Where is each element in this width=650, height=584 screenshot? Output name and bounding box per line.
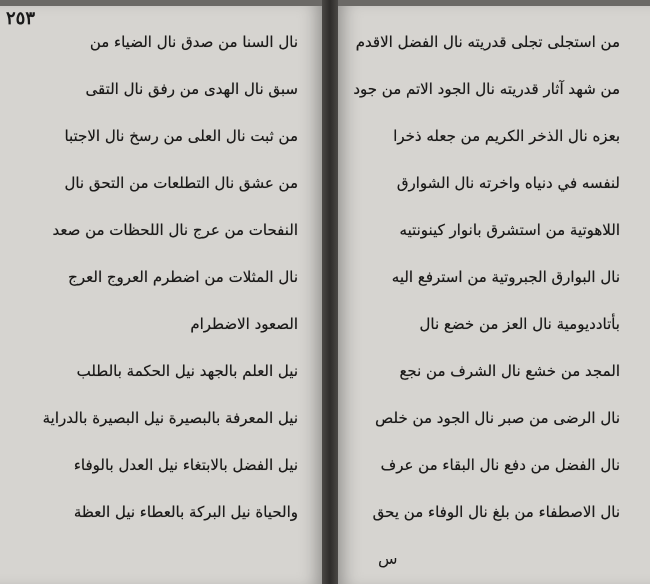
right-line-3: بعزه نال الذخر الكريم من جعله ذخرا — [393, 127, 620, 145]
left-line-5: النفحات من عرج نال اللحظات من صعد — [52, 221, 298, 239]
book-gutter — [322, 0, 338, 584]
right-line-9: نال الرضى من صبر نال الجود من خلص — [375, 409, 620, 427]
page-number: ٢٥٣ — [6, 8, 36, 29]
right-line-6: نال البوارق الجبروتية من استرفع اليه — [391, 268, 620, 286]
left-line-11: والحياة نيل البركة بالعطاء نيل العظة — [73, 503, 298, 521]
left-line-2: سبق نال الهدى من رفق نال التقى — [85, 80, 298, 98]
right-line-10: نال الفضل من دفع نال البقاء من عرف — [380, 456, 620, 474]
right-page-text — [338, 26, 650, 584]
right-line-7: بأتادديومية نال العز من خضع نال — [419, 315, 620, 333]
left-line-9: نيل المعرفة بالبصيرة نيل البصيرة بالدراية — [42, 409, 298, 427]
left-line-10: نيل الفضل بالابتغاء نيل العدل بالوفاء — [73, 456, 298, 474]
left-line-7: الصعود الاضطرام — [190, 315, 298, 333]
signature-mark: س — [378, 549, 398, 568]
right-line-8: المجد من خشع نال الشرف من نجع — [399, 362, 620, 380]
left-page — [0, 6, 322, 584]
right-page — [338, 6, 650, 584]
left-line-6: نال المثلات من اضطرم العروج العرج — [68, 268, 298, 286]
left-line-3: من ثبت نال العلى من رسخ نال الاجتبا — [64, 127, 298, 145]
right-line-2: من شهد آثار قدريته نال الجود الاتم من جود — [353, 80, 620, 98]
left-line-8: نيل العلم بالجهد نيل الحكمة بالطلب — [76, 362, 298, 380]
right-line-4: لنفسه في دنياه واخرته نال الشوارق — [396, 174, 620, 192]
right-line-1: من استجلى تجلى قدريته نال الفضل الاقدم — [355, 33, 620, 51]
left-line-1: نال السنا من صدق نال الضياء من — [89, 33, 298, 51]
left-line-4: من عشق نال التطلعات من التحق نال — [64, 174, 298, 192]
right-line-11: نال الاصطفاء من بلغ نال الوفاء من يحق — [372, 503, 620, 521]
left-page-text — [0, 26, 322, 584]
right-line-5: اللاهوتية من استشرق بانوار كينونتيه — [399, 221, 620, 239]
